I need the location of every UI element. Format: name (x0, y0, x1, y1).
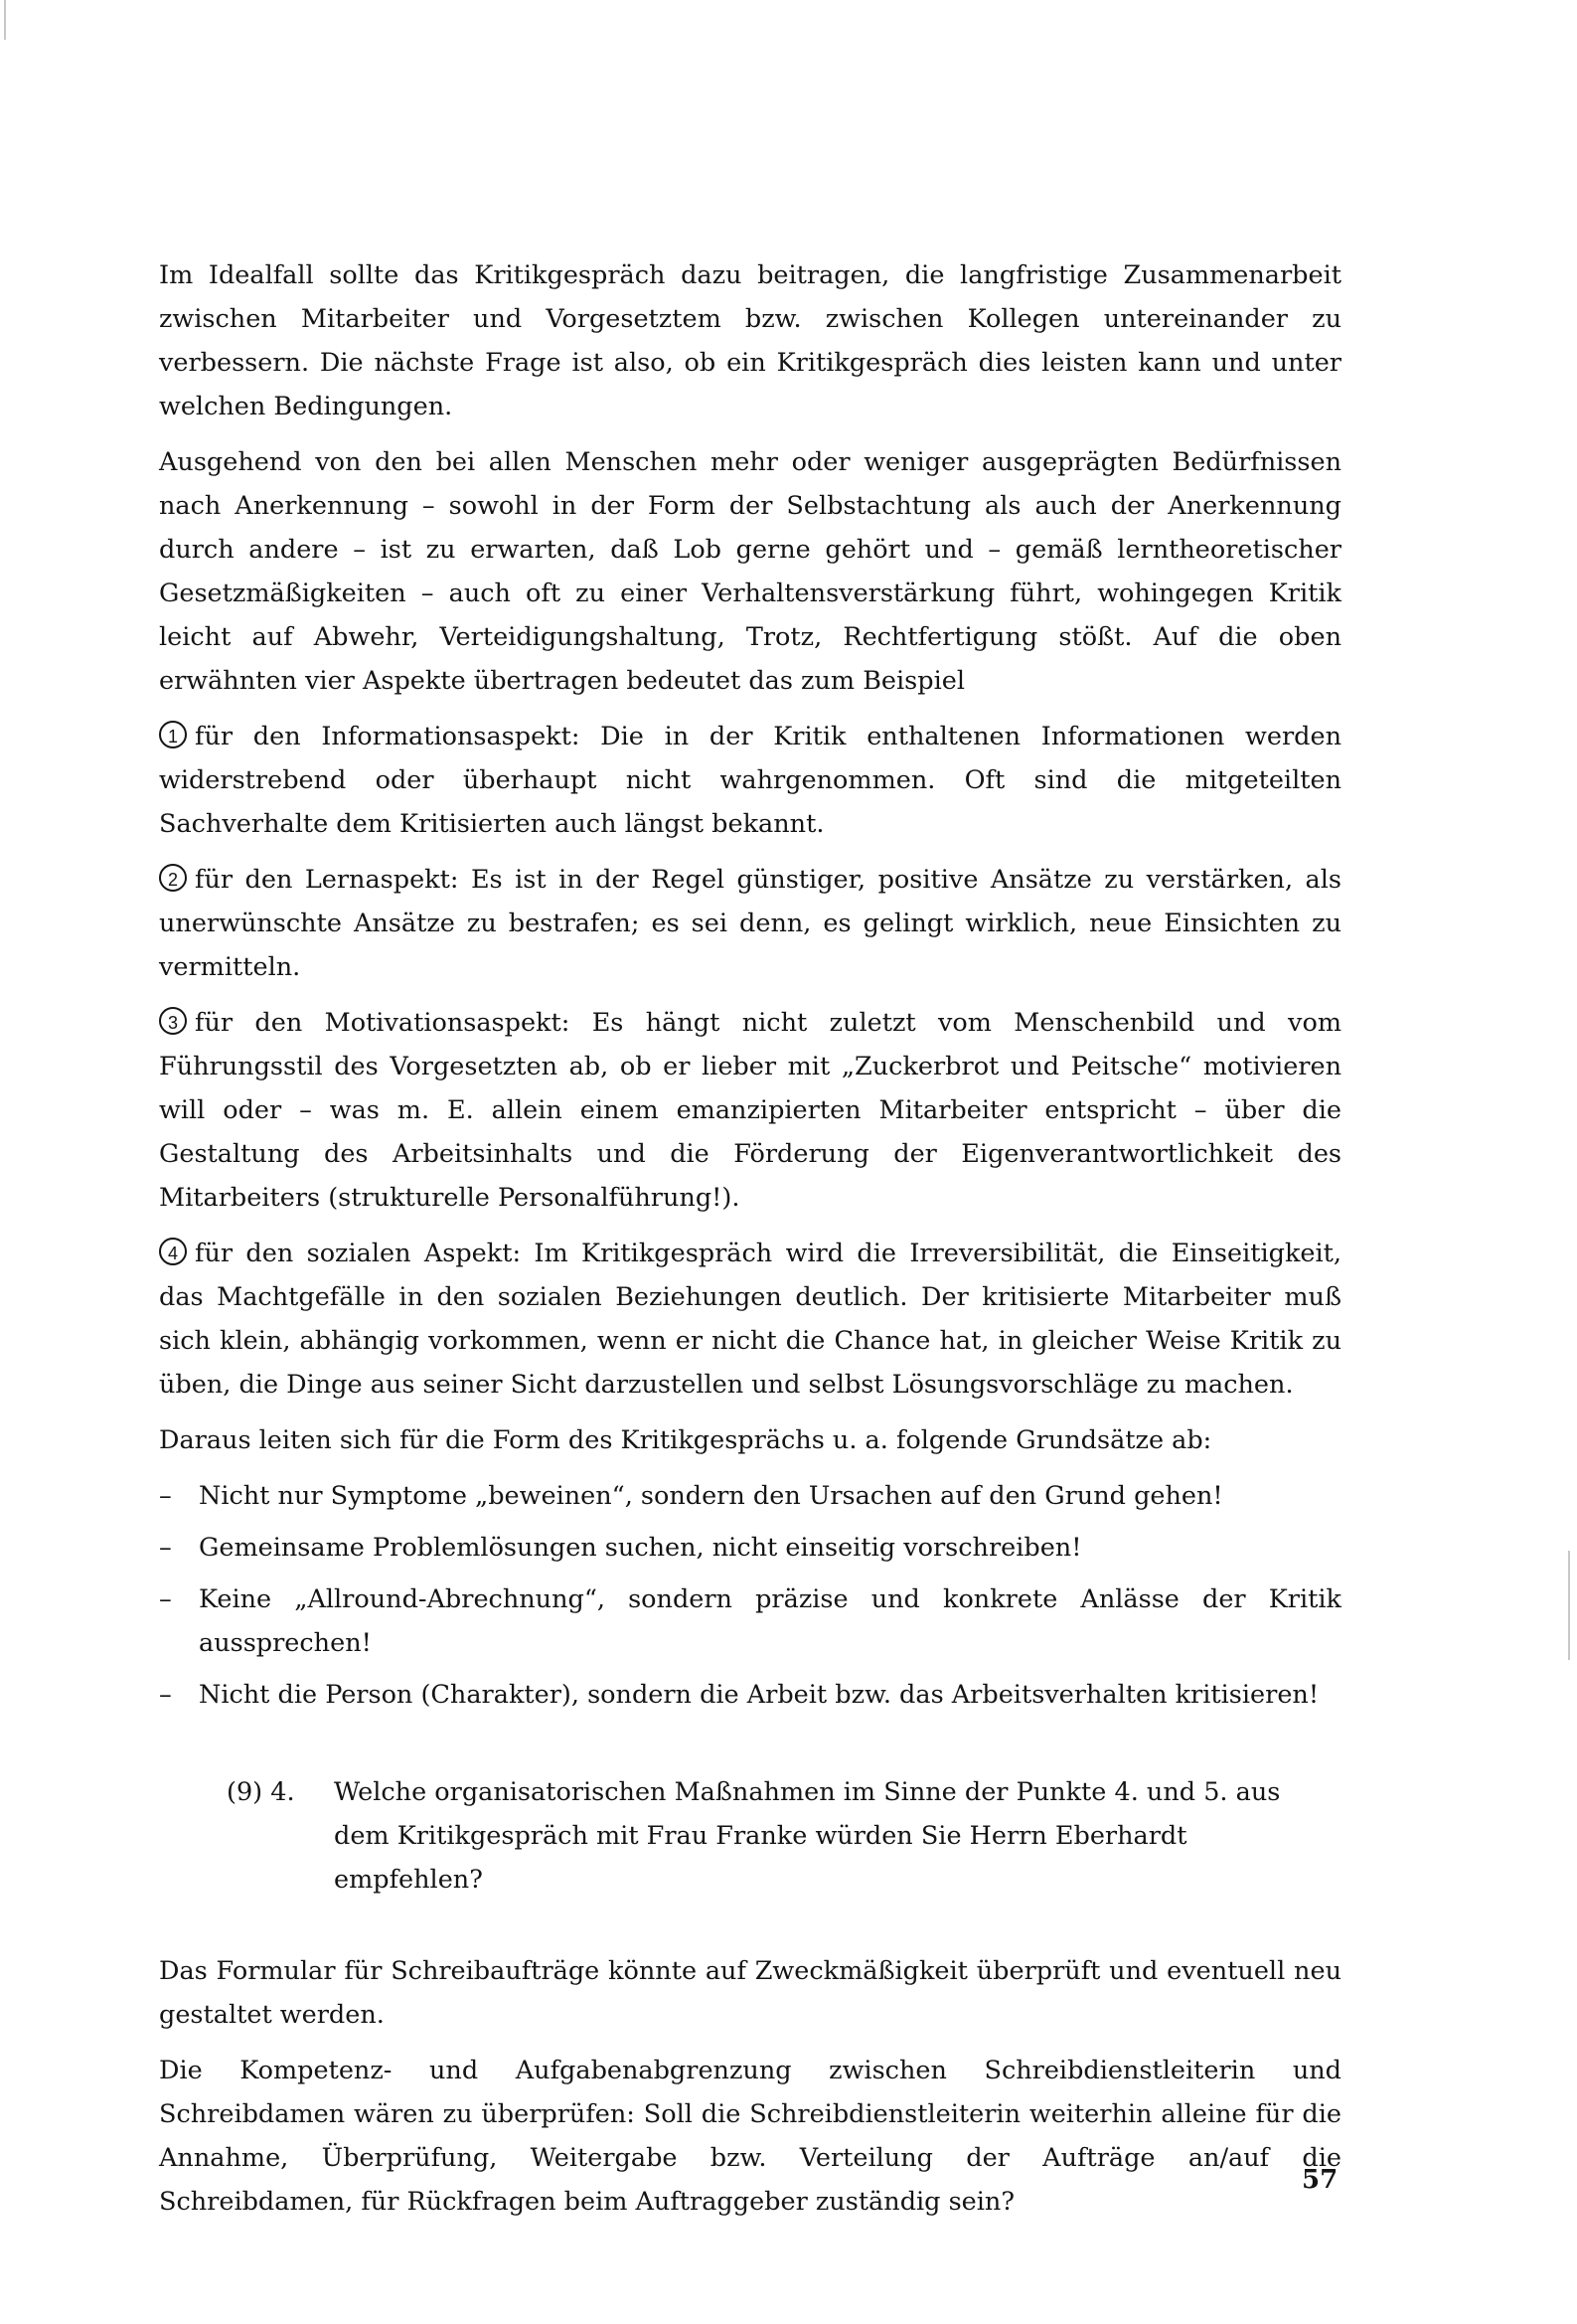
numbered-item-text: für den sozialen Aspekt: Im Kritikgespräch wird die Irreversibilität, die Einseitigkeit, das Machtgefälle in den sozialen Beziehungen deutlich. Der kritisierte Mitarbeiter muß sich klein, abhängig vorkommen, wenn er nicht die Chance hat, in gleicher Weise Kritik zu üben, die Dinge aus seiner Sicht darzustellen und selbst Lösungsvorschläge zu machen. (159, 1239, 1341, 1400)
principles-list (159, 1474, 1341, 1717)
circled-number-three-icon: 3 (159, 1007, 187, 1035)
body-text (159, 253, 1341, 2236)
answer-paragraph-competence: Die Kompetenz- und Aufgabenabgrenzung zwischen Schreibdienstleiterin und Schreibdamen wären zu überprüfen: Soll die Schreibdienstleiterin weiterhin alleine für die Annahme, Überprüfung, Weitergabe bzw. Verteilung der Aufträge an/auf die Schreibdamen, für Rückfragen beim Auftraggeber zuständig sein? (159, 2056, 1341, 2217)
question-block (159, 1770, 1341, 1902)
page-number: 57 (1302, 2165, 1339, 2195)
numbered-item-text: für den Motivationsaspekt: Es hängt nicht zuletzt vom Menschenbild und vom Führungsstil des Vorgesetzten ab, ob er lieber mit „Zuckerbrot und Peitsche“ motivieren will oder – was m. E. allein einem emanzipierten Mitarbeiter entspricht – über die Gestaltung des Arbeitsinhalts und die Förderung der Eigenverantwortlichkeit des Mitarbeiters (strukturelle Personalführung!). (159, 1008, 1341, 1213)
answer-paragraph-form: Das Formular für Schreibaufträge könnte auf Zweckmäßigkeit überprüft und eventuell neu gestaltet werden. (159, 1956, 1341, 2030)
paragraph-recognition: Ausgehend von den bei allen Menschen mehr oder weniger ausgeprägten Bedürfnissen nach Anerkennung – sowohl in der Form der Selbstachtung als auch der Anerkennung durch andere – ist zu erwarten, daß Lob gerne gehört und – gemäß lerntheoretischer Gesetzmäßigkeiten – auch oft zu einer Verhaltensverstärkung führt, wohingegen Kritik leicht auf Abwehr, Verteidigungshaltung, Trotz, Rechtfertigung stößt. Auf die oben erwähnten vier Aspekte übertragen bedeutet das zum Beispiel (159, 447, 1341, 696)
numbered-item-text: für den Informationsaspekt: Die in der Kritik enthaltenen Informationen werden widerstrebend oder überhaupt nicht wahrgenommen. Oft sind die mitgeteilten Sachverhalte dem Kritisierten auch längst bekannt. (159, 722, 1341, 839)
list-item: – Gemeinsame Problemlösungen suchen, nicht einseitig vorschreiben! (159, 1526, 1341, 1570)
scan-edge-mark (4, 0, 6, 40)
list-item: – Nicht die Person (Charakter), sondern die Arbeit bzw. das Arbeitsverhalten kritisieren! (159, 1673, 1341, 1717)
numbered-item-social (159, 1232, 1341, 1407)
circled-number-two-icon: 2 (159, 864, 187, 892)
numbered-item-information (159, 715, 1341, 846)
paragraph-intro: Im Idealfall sollte das Kritikgespräch dazu beitragen, die langfristige Zusammenarbeit zwischen Mitarbeiter und Vorgesetztem bzw. zwischen Kollegen untereinander zu verbessern. Die nächste Frage ist also, ob ein Kritikgespräch dies leisten kann und unter welchen Bedingungen. (159, 260, 1341, 421)
list-item: – Keine „Allround-Abrechnung“, sondern präzise und konkrete Anlässe der Kritik aussprechen! (159, 1577, 1341, 1665)
scan-edge-mark (1568, 1551, 1570, 1660)
circled-number-one-icon: 1 (159, 721, 187, 748)
circled-number-four-icon: 4 (159, 1238, 187, 1265)
numbered-item-text: für den Lernaspekt: Es ist in der Regel günstiger, positive Ansätze zu verstärken, als unerwünschte Ansätze zu bestrafen; es sei denn, es gelingt wirklich, neue Einsichten zu vermitteln. (159, 865, 1341, 982)
question-number: (9) 4. (227, 1777, 295, 1807)
numbered-item-motivation (159, 1001, 1341, 1220)
list-item: – Nicht nur Symptome „beweinen“, sondern den Ursachen auf den Grund gehen! (159, 1474, 1341, 1518)
question-text: Welche organisatorischen Maßnahmen im Sinne der Punkte 4. und 5. aus dem Kritikgespräch mit Frau Franke würden Sie Herrn Eberhardt empfehlen? (334, 1777, 1281, 1895)
principles-intro: Daraus leiten sich für die Form des Kritikgesprächs u. a. folgende Grundsätze ab: (159, 1425, 1212, 1455)
numbered-item-learning (159, 858, 1341, 989)
